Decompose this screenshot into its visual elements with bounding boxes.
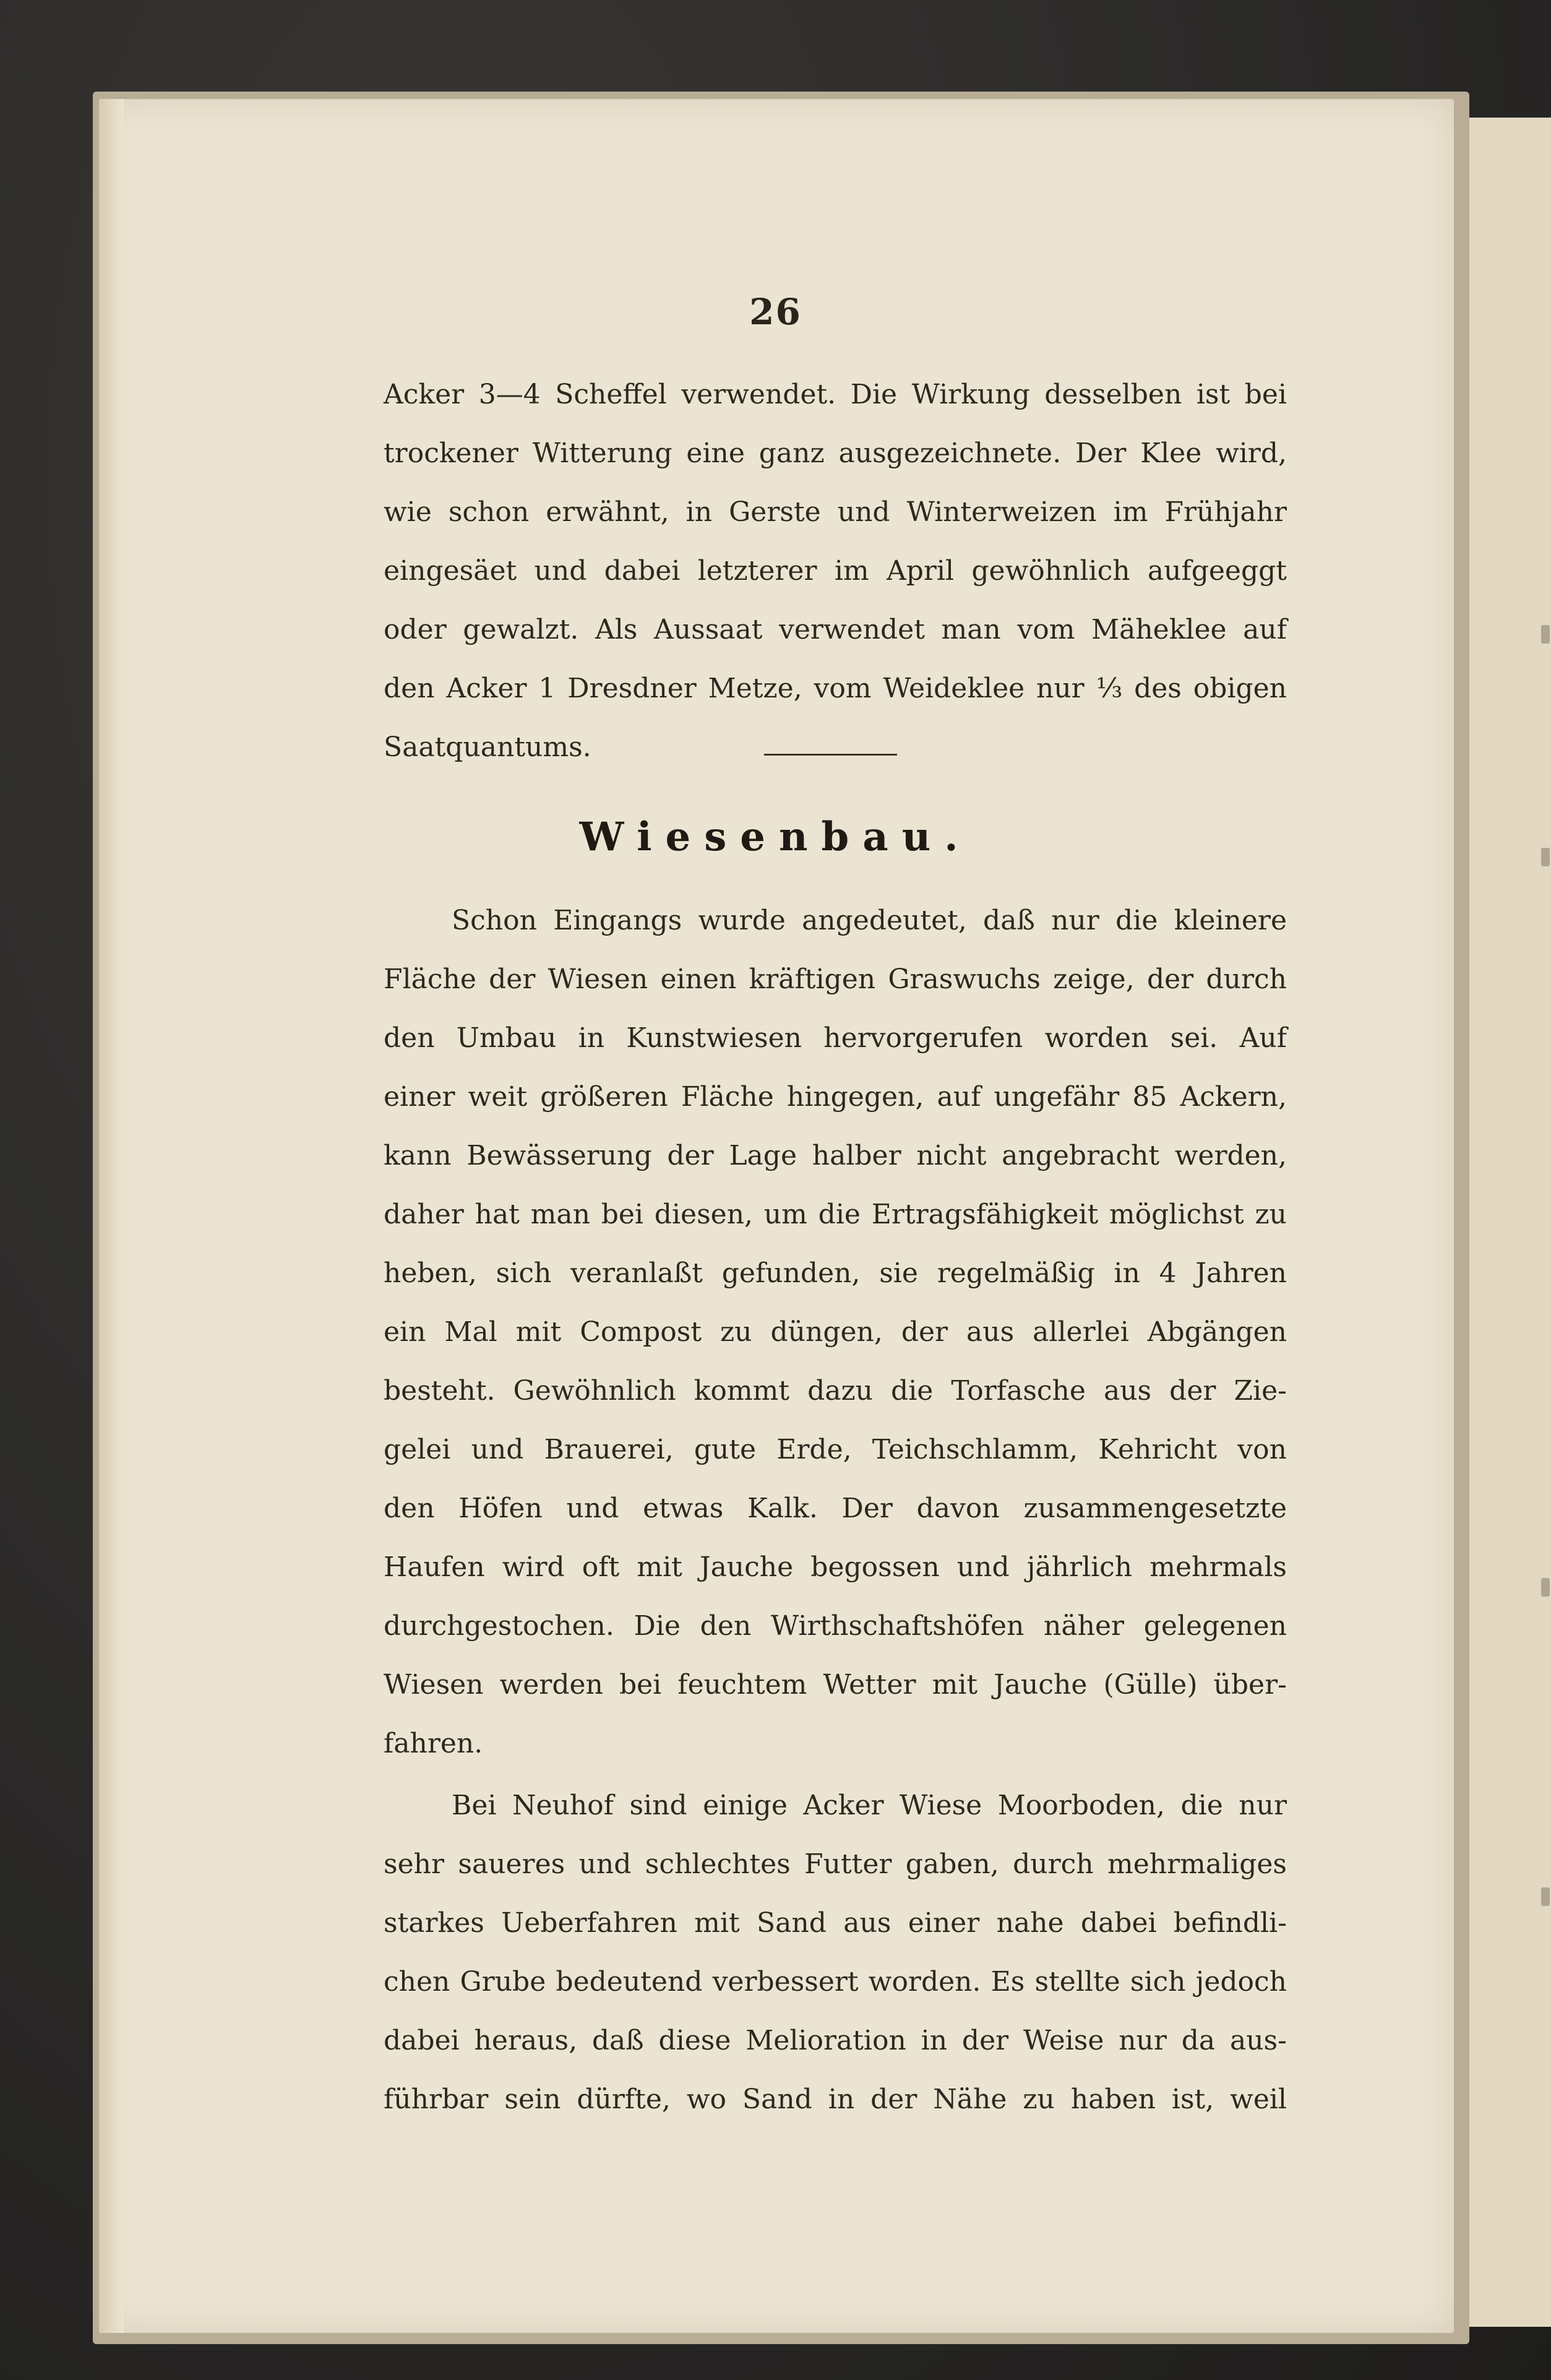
paragraph <box>384 891 1287 1773</box>
section-divider <box>764 754 897 756</box>
text-line: Wiesen werden bei feuchtem Wetter mit Jauche (Gülle) über- <box>384 1669 1287 1701</box>
text-line: führbar sein dürfte, wo Sand in der Nähe zu haben ist, weil <box>384 2084 1287 2115</box>
text-line: besteht. Gewöhnlich kommt dazu die Torfasche aus der Zie- <box>384 1375 1287 1407</box>
text-line: kann Bewässerung der Lage halber nicht angebracht werden, <box>384 1140 1287 1171</box>
text-line: daher hat man bei diesen, um die Ertragsfähigkeit möglichst zu <box>384 1199 1287 1230</box>
paragraph <box>384 1776 1287 2129</box>
text-line: den Höfen und etwas Kalk. Der davon zusammengesetzte <box>384 1493 1287 1524</box>
text-line: heben, sich veranlaßt gefunden, sie regelmäßig in 4 Jahren <box>384 1257 1287 1289</box>
text-line: eingesäet und dabei letzterer im April gewöhnlich aufgeeggt <box>384 555 1287 587</box>
text-line: chen Grube bedeutend verbessert worden. Es stellte sich jedoch <box>384 1966 1287 1998</box>
text-line: den Acker 1 Dresdner Metze, vom Weideklee nur ⅓ des obigen <box>384 673 1287 704</box>
text-line: gelei und Brauerei, gute Erde, Teichschlamm, Kehricht von <box>384 1434 1287 1465</box>
ink-bleed-mark <box>1541 1887 1550 1906</box>
text-line: fahren. <box>384 1728 483 1759</box>
text-line: sehr saueres und schlechtes Futter gaben, durch mehrmaliges <box>384 1848 1287 1880</box>
text-line: den Umbau in Kunstwiesen hervorgerufen worden sei. Auf <box>384 1022 1287 1054</box>
paragraph-continuation <box>384 365 1287 777</box>
text-line: Acker 3—4 Scheffel verwendet. Die Wirkung desselben ist bei <box>384 379 1287 410</box>
page-number: 26 <box>749 291 802 333</box>
text-line: dabei heraus, daß diese Melioration in der Weise nur da aus- <box>384 2025 1287 2056</box>
text-line: oder gewalzt. Als Aussaat verwendet man vom Mäheklee auf <box>384 614 1287 645</box>
text-line: Fläche der Wiesen einen kräftigen Graswuchs zeige, der durch <box>384 964 1287 995</box>
text-line: ein Mal mit Compost zu düngen, der aus allerlei Abgängen <box>384 1316 1287 1348</box>
ink-bleed-mark <box>1541 1578 1550 1597</box>
page-binding <box>99 99 124 2333</box>
text-line: wie schon erwähnt, in Gerste und Winterweizen im Frühjahr <box>384 496 1287 528</box>
text-line: Saatquantums. <box>384 731 591 763</box>
section-heading: Wiesenbau. <box>579 814 972 860</box>
text-line: Haufen wird oft mit Jauche begossen und jährlich mehrmals <box>384 1551 1287 1583</box>
text-line: einer weit größeren Fläche hingegen, auf ungefähr 85 Ackern, <box>384 1081 1287 1113</box>
text-line: trockener Witterung eine ganz ausgezeichnete. Der Klee wird, <box>384 438 1287 469</box>
text-line: Schon Eingangs wurde angedeutet, daß nur die kleinere <box>452 905 1287 936</box>
ink-bleed-mark <box>1541 625 1550 644</box>
text-line: Bei Neuhof sind einige Acker Wiese Moorboden, die nur <box>452 1790 1287 1821</box>
text-line: durchgestochen. Die den Wirthschaftshöfen näher gelegenen <box>384 1610 1287 1642</box>
text-line: starkes Ueberfahren mit Sand aus einer nahe dabei befindli- <box>384 1907 1287 1939</box>
